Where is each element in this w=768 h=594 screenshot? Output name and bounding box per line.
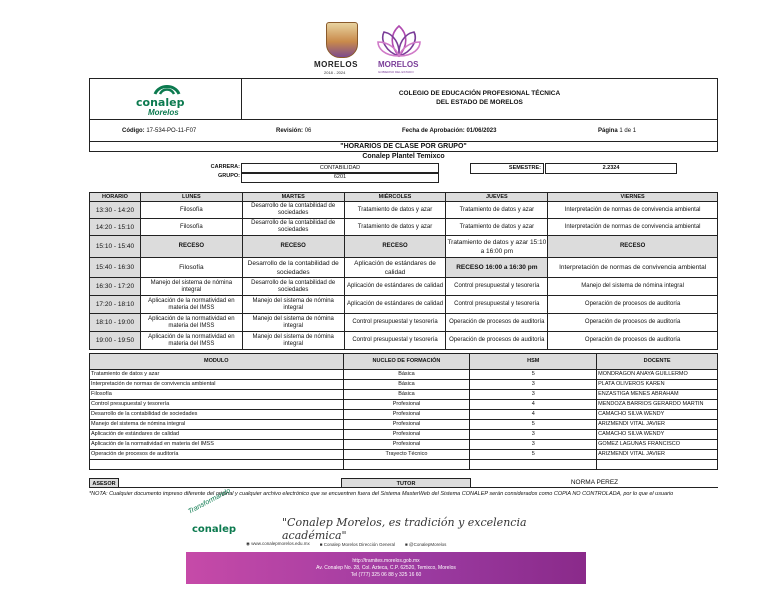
morelos-seal-logo (326, 22, 358, 58)
class-cell: Desarrollo de la contabilidad de sociedades (242, 219, 344, 236)
revision-value: 06 (304, 128, 312, 134)
col-docente: DOCENTE (597, 354, 718, 370)
class-cell: Control presupuestal y tesorería (344, 332, 446, 350)
revision-label: Revisión: (276, 128, 304, 134)
schedule-row (90, 258, 718, 278)
facebook-link[interactable] (320, 542, 395, 547)
receso-cell: RECESO 16:00 a 16:30 pm (446, 258, 548, 278)
tutor-label: TUTOR (341, 478, 471, 488)
time-cell: 14:20 - 15:10 (90, 219, 141, 236)
seal-years: 2018 - 2024 (324, 70, 346, 75)
class-cell: Desarrollo de la contabilidad de sociedades (242, 258, 344, 278)
module-nucleo: Básica (343, 390, 470, 400)
header-meta-row (90, 119, 717, 142)
web-link-text: www.conalepmorelos.edu.mx (251, 541, 310, 546)
class-cell: Manejo del sistema de nómina integral (242, 296, 344, 314)
flower-sub: GOBIERNO DEL ESTADO (378, 70, 414, 74)
module-name: Manejo del sistema de nómina integral (90, 420, 344, 430)
class-cell: Desarrollo de la contabilidad de sociedades (242, 202, 344, 219)
module-docente: GOMEZ LAGUNAS FRANCISCO (597, 440, 718, 450)
codigo-value: 17-534-PO-11-F07 (146, 128, 197, 134)
conalep-logo-name: conalep (136, 96, 185, 109)
facebook-icon: ■ (319, 541, 323, 547)
time-cell: 18:10 - 19:00 (90, 314, 141, 332)
document-header (89, 78, 718, 142)
fecha-aprobacion: Fecha de Aprobación: 01/06/2023 (402, 128, 497, 134)
schedule-row (90, 278, 718, 296)
twitter-link-text: @ConalepMorelos (409, 541, 447, 547)
grupo-label: GRUPO: (218, 173, 240, 179)
schedule-row (90, 202, 718, 219)
codigo-label: Código: (122, 128, 145, 134)
module-row (90, 370, 718, 380)
schedule-row (90, 296, 718, 314)
modules-header-row (90, 354, 718, 370)
module-row (90, 450, 718, 460)
conalep-logo-cell (90, 79, 242, 119)
schedule-table (89, 192, 718, 350)
col-nucleo: NUCLEO DE FORMACIÓN (343, 354, 470, 370)
seal-word: MORELOS (314, 60, 358, 69)
time-cell: 13:30 - 14:20 (90, 202, 141, 219)
module-hsm: 3 (470, 380, 597, 390)
conalep-logo (128, 82, 208, 116)
class-cell: Operación de procesos de auditoría (548, 296, 718, 314)
semestre-value: 2.2324 (545, 163, 677, 174)
module-name: Operación de procesos de auditoría (90, 450, 344, 460)
class-cell: Aplicación de la normatividad en materia del IMSS (140, 332, 242, 350)
module-row (90, 380, 718, 390)
time-cell: 17:20 - 18:10 (90, 296, 141, 314)
plantel-title: Conalep Plantel Temixco (362, 153, 445, 160)
module-name: Tratamiento de datos y azar (90, 370, 344, 380)
module-docente: PLATA OLIVEROS KAREN (597, 380, 718, 390)
conalep-arc-icon (153, 82, 181, 96)
module-hsm: 3 (470, 390, 597, 400)
module-row (90, 390, 718, 400)
class-cell: Aplicación de la normatividad en materia del IMSS (140, 314, 242, 332)
module-hsm: 4 (470, 400, 597, 410)
receso-cell: RECESO (140, 236, 242, 258)
class-cell: Control presupuestal y tesorería (344, 314, 446, 332)
footer-line3: Tel (777) 325 06 88 y 325 16 60 (350, 572, 422, 578)
footer-line1[interactable]: http://tramites.morelos.gob.mx (352, 558, 420, 564)
carrera-value: CONTABILIDAD (241, 163, 439, 174)
module-nucleo: Profesional (343, 400, 470, 410)
class-cell: Manejo del sistema de nómina integral (242, 332, 344, 350)
semestre-label: SEMESTRE: (470, 163, 544, 174)
schedule-row (90, 219, 718, 236)
class-cell: Tratamiento de datos y azar (344, 202, 446, 219)
module-nucleo: Básica (343, 380, 470, 390)
module-row (90, 420, 718, 430)
module-nucleo: Profesional (343, 440, 470, 450)
footer-transformando: Transformando (187, 487, 232, 516)
class-cell: Interpretación de normas de convivencia ambiental (548, 219, 718, 236)
class-cell: Manejo del sistema de nómina integral (242, 314, 344, 332)
globe-icon: ◉ (246, 541, 250, 546)
class-cell: Filosofía (140, 219, 242, 236)
col-hsm: HSM (470, 354, 597, 370)
time-cell: 19:00 - 19:50 (90, 332, 141, 350)
schedule-row (90, 332, 718, 350)
col-horario: HORARIO (90, 193, 141, 202)
footer-slogan: "Conalep Morelos, es tradición y excelencia académica" (282, 516, 527, 542)
revision (276, 128, 311, 134)
module-hsm: 3 (470, 430, 597, 440)
document-title: "HORARIOS DE CLASE POR GRUPO" (89, 142, 718, 152)
module-docente: ARIZMENDI VITAL JAVIER (597, 420, 718, 430)
modules-table (89, 353, 718, 470)
class-cell: Operación de procesos de auditoría (446, 314, 548, 332)
module-name: Control presupuestal y tesorería (90, 400, 344, 410)
class-cell: Aplicación de estándares de calidad (344, 258, 446, 278)
schedule-header-row (90, 193, 718, 202)
col-modulo: MODULO (90, 354, 344, 370)
class-cell: Control presupuestal y tesorería (446, 296, 548, 314)
schedule-row-receso (90, 236, 718, 258)
module-nucleo: Trayecto Técnico (343, 450, 470, 460)
footer-contact-band (186, 552, 586, 584)
footer-conalep-logo: conalep (192, 524, 237, 535)
module-name: Filosofía (90, 390, 344, 400)
time-cell: 15:40 - 16:30 (90, 258, 141, 278)
module-row-empty (90, 460, 718, 470)
class-cell: Operación de procesos de auditoría (548, 314, 718, 332)
grupo-value: 6201 (241, 172, 439, 183)
module-docente: CAMACHO SILVA WENDY (597, 410, 718, 420)
twitter-link[interactable] (405, 542, 446, 547)
signature-row (89, 478, 718, 488)
facebook-link-text: Conalep Morelos Dirección General (323, 541, 396, 547)
pagina-label: Página (598, 128, 618, 134)
col-jueves: JUEVES (446, 193, 548, 202)
module-row (90, 410, 718, 420)
class-cell: Tratamiento de datos y azar (446, 202, 548, 219)
module-docente: MONDRAGON ANAYA GUILLERMO (597, 370, 718, 380)
module-nucleo: Profesional (343, 430, 470, 440)
empty-cell (90, 460, 344, 470)
class-cell: Operación de procesos de auditoría (548, 332, 718, 350)
time-cell: 16:30 - 17:20 (90, 278, 141, 296)
class-cell: Filosofía (140, 202, 242, 219)
module-hsm: 5 (470, 450, 597, 460)
module-row (90, 440, 718, 450)
asesor-value (119, 478, 341, 488)
flower-word: MORELOS (378, 60, 419, 69)
government-logos (312, 20, 432, 78)
module-docente: ENZASTIGA MENES ABRAHAM (597, 390, 718, 400)
receso-cell: RECESO (242, 236, 344, 258)
module-nucleo: Profesional (343, 420, 470, 430)
institution-title-line1: COLEGIO DE EDUCACIÓN PROFESIONAL TÉCNICA (398, 90, 561, 97)
class-cell: Control presupuestal y tesorería (446, 278, 548, 296)
empty-cell (343, 460, 470, 470)
class-cell: Tratamiento de datos y azar (344, 219, 446, 236)
class-cell: Aplicación de estándares de calidad (344, 278, 446, 296)
class-cell: Filosofía (140, 258, 242, 278)
copy-note: *NOTA: Cualquier documento impreso diferente del original y cualquier archivo electrónico que se encuentren fuera del Sistema MasterWeb del Sistema CONALEP serán considerados como COPIA NO CONTROLADA, por lo que el usuario (89, 491, 674, 497)
institution-title-line2: DEL ESTADO DE MORELOS (436, 99, 523, 106)
class-cell: Operación de procesos de auditoría (446, 332, 548, 350)
module-hsm: 5 (470, 370, 597, 380)
module-docente: MENDOZA BARRIOS GERARDO MARTIN (597, 400, 718, 410)
institution-title (242, 79, 717, 119)
col-lunes: LUNES (140, 193, 242, 202)
module-hsm: 5 (470, 420, 597, 430)
module-docente: ARIZMENDI VITAL JAVIER (597, 450, 718, 460)
module-name: Desarrollo de la contabilidad de sociedades (90, 410, 344, 420)
empty-cell (470, 460, 597, 470)
module-nucleo: Profesional (343, 410, 470, 420)
class-cell: Tratamiento de datos y azar (446, 219, 548, 236)
module-hsm: 4 (470, 410, 597, 420)
class-cell: Interpretación de normas de convivencia ambiental (548, 202, 718, 219)
module-docente: CAMACHO SILVA WENDY (597, 430, 718, 440)
tutor-value: NORMA PEREZ (471, 478, 718, 488)
class-cell: Aplicación de estándares de calidad (344, 296, 446, 314)
module-hsm: 3 (470, 440, 597, 450)
col-miercoles: MIÉRCOLES (344, 193, 446, 202)
footer-links (246, 538, 446, 550)
pagina (598, 128, 636, 134)
module-row (90, 430, 718, 440)
module-name: Aplicación de estándares de calidad (90, 430, 344, 440)
footer-line2: Av. Conalep No. 28, Col. Azteca, C.P. 62520, Temixco, Morelos (316, 565, 456, 571)
module-name: Interpretación de normas de convivencia ambiental (90, 380, 344, 390)
codigo (122, 128, 196, 134)
web-link[interactable] (246, 541, 310, 547)
schedule-row (90, 314, 718, 332)
conalep-logo-state: Morelos (148, 108, 179, 117)
asesor-label: ASESOR (89, 478, 119, 488)
class-cell: Desarrollo de la contabilidad de sociedades (242, 278, 344, 296)
receso-cell: RECESO (548, 236, 718, 258)
carrera-label: CARRERA: (210, 164, 240, 170)
class-cell: Interpretación de normas de convivencia ambiental (548, 258, 718, 278)
pagina-value: 1 de 1 (619, 128, 637, 134)
morelos-flower-logo (376, 22, 422, 60)
class-cell: Tratamiento de datos y azar 15:10 a 16:00 pm (446, 236, 548, 258)
class-cell: Manejo del sistema de nómina integral (548, 278, 718, 296)
module-row (90, 400, 718, 410)
module-nucleo: Básica (343, 370, 470, 380)
twitter-icon: ■ (405, 541, 408, 547)
col-viernes: VIERNES (548, 193, 718, 202)
empty-cell (597, 460, 718, 470)
time-cell: 15:10 - 15:40 (90, 236, 141, 258)
class-cell: Manejo del sistema de nómina integral (140, 278, 242, 296)
receso-cell: RECESO (344, 236, 446, 258)
module-name: Aplicación de la normatividad en materia del IMSS (90, 440, 344, 450)
col-martes: MARTES (242, 193, 344, 202)
class-cell: Aplicación de la normatividad en materia del IMSS (140, 296, 242, 314)
